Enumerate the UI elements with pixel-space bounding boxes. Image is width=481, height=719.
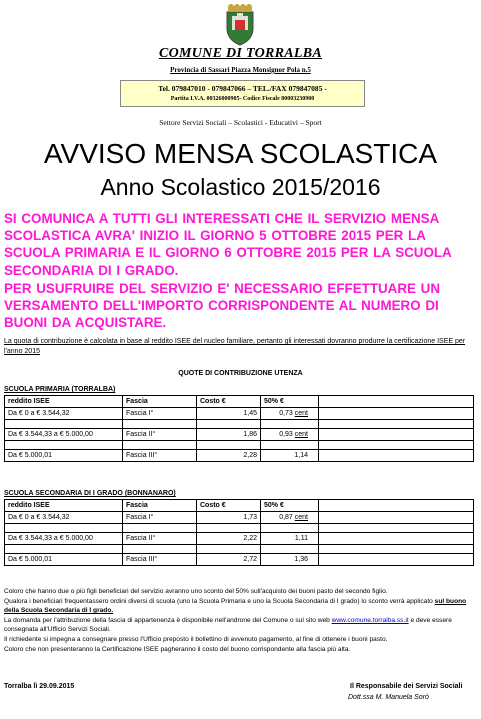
table-cell: 1,86 bbox=[197, 429, 261, 441]
table-cell: Da € 3.544,33 a € 5.000,00 bbox=[5, 429, 123, 441]
table-cell: Fascia II° bbox=[123, 429, 197, 441]
half-cost: 0,73 bbox=[279, 410, 293, 417]
table-cell: 1,14 bbox=[261, 450, 319, 462]
partita-iva-line: Partita I.V.A. 00326000905- Codice Fiscale 80003230900 bbox=[170, 96, 315, 102]
page-subtitle: Anno Scolastico 2015/2016 bbox=[100, 174, 381, 200]
signatory-name: Dott.ssa M. Manuela Sorò bbox=[348, 694, 429, 701]
table-row bbox=[5, 554, 474, 566]
cent-label: cent bbox=[294, 410, 308, 417]
table-row bbox=[5, 429, 474, 441]
table-header-row bbox=[5, 500, 474, 512]
table-cell: 2,22 bbox=[197, 533, 261, 545]
spacer-row bbox=[5, 524, 474, 533]
footnote-line: Coloro che non presenteranno la Certificazione ISEE pagheranno il costo del buono corrispondente alla fascia più alta. bbox=[4, 645, 351, 653]
empty-cell bbox=[319, 512, 474, 524]
table-cell: Da € 3.544,33 a € 5.000,00 bbox=[5, 533, 123, 545]
footnote-text: Qualora i beneficiari frequentassero ordini diversi di scuola (uno la Scuola Primaria e uno la Scuola Secondaria di I grado) lo sconto verrà applicato bbox=[4, 597, 435, 605]
table-cell bbox=[261, 429, 319, 441]
empty-cell bbox=[319, 396, 474, 408]
footnote-text: La domanda per l'attribuzione della fascia di appartenenza è disponibile nell'androne del Comune o sul sito web bbox=[4, 616, 332, 624]
header-cell: reddito ISEE bbox=[5, 500, 123, 512]
responsabile-title: Il Responsabile dei Servizi Sociali bbox=[350, 683, 463, 690]
footnotes bbox=[4, 587, 476, 654]
table-cell: 1,36 bbox=[261, 554, 319, 566]
table-cell: Da € 5.000,01 bbox=[5, 450, 123, 462]
table-cell: Da € 5.000,01 bbox=[5, 554, 123, 566]
empty-cell bbox=[319, 500, 474, 512]
table-cell: Fascia II° bbox=[123, 533, 197, 545]
table-cell: 1,73 bbox=[197, 512, 261, 524]
table-cell: Fascia III° bbox=[123, 450, 197, 462]
table-cell: Fascia I° bbox=[123, 512, 197, 524]
header-cell: Costo € bbox=[197, 500, 261, 512]
table-cell: 1,11 bbox=[261, 533, 319, 545]
empty-cell bbox=[319, 408, 474, 420]
quote-title: QUOTE DI CONTRIBUZIONE UTENZA bbox=[178, 370, 303, 377]
empty-cell bbox=[319, 450, 474, 462]
table-cell: 2,72 bbox=[197, 554, 261, 566]
header-cell: Fascia bbox=[123, 396, 197, 408]
header-cell: Fascia bbox=[123, 500, 197, 512]
spacer-row bbox=[5, 545, 474, 554]
spacer-row bbox=[5, 420, 474, 429]
page-title: AVVISO MENSA SCOLASTICA bbox=[43, 138, 438, 169]
table-cell: Fascia III° bbox=[123, 554, 197, 566]
table-cell: 1,45 bbox=[197, 408, 261, 420]
footnote-line: Il richiedente si impegna a consegnare presso l'Ufficio preposto il bollettino di avvenuto pagamento, al fine di ottenere i buoni pasto. bbox=[4, 635, 388, 643]
empty-cell bbox=[319, 533, 474, 545]
primaria-table bbox=[4, 395, 474, 462]
table-cell: Fascia I° bbox=[123, 408, 197, 420]
cent-label: cent bbox=[294, 431, 308, 438]
footnote-line: Coloro che hanno due o più figli beneficiari del servizio avranno uno sconto del 50% sull'acquisto dei buoni pasto del secondo figlio. bbox=[4, 588, 388, 595]
coat-of-arms-icon bbox=[222, 4, 258, 46]
table-cell: Da € 0 a € 3.544,32 bbox=[5, 512, 123, 524]
comune-name: COMUNE DI TORRALBA bbox=[158, 46, 323, 61]
half-cost: 0,87 bbox=[279, 514, 293, 521]
primaria-heading: SCUOLA PRIMARIA (TORRALBA) bbox=[4, 386, 116, 393]
table-row bbox=[5, 450, 474, 462]
table-row bbox=[5, 533, 474, 545]
table-cell: 2,28 bbox=[197, 450, 261, 462]
half-cost: 0,93 bbox=[279, 431, 293, 438]
settore-line: Settore Servizi Sociali – Scolastici - Educativi – Sport bbox=[159, 118, 322, 127]
table-row bbox=[5, 512, 474, 524]
secondaria-table bbox=[4, 499, 474, 566]
table-cell bbox=[261, 512, 319, 524]
footnote-emphasis: sul buono della Scuola Secondaria di I grado. bbox=[4, 597, 467, 615]
spacer-row bbox=[5, 441, 474, 450]
footnote-text: e deve essere consegnata all'Ufficio Servizi Sociali. bbox=[4, 616, 452, 634]
notice-start-dates: SI COMUNICA A TUTTI GLI INTERESSATI CHE IL SERVIZIO MENSA SCOLASTICA AVRA' INIZIO IL GIORNO 5 OTTOBRE 2015 PER LA SCUOLA PRIMARIA E IL GIORNO 6 OTTOBRE 2015 PER LA SCUOLA SECONDARIA DI I GRADO. bbox=[4, 211, 452, 278]
telephone-line: Tel. 079847010 - 079847066 – TEL./FAX 079847085 - bbox=[158, 84, 327, 93]
table-header-row bbox=[5, 396, 474, 408]
cent-label: cent bbox=[294, 514, 308, 521]
header-cell: Costo € bbox=[197, 396, 261, 408]
website-link[interactable]: www.comune.torralba.ss.it bbox=[331, 616, 409, 624]
notice-payment: PER USUFRUIRE DEL SERVIZIO E' NECESSARIO EFFETTUARE UN VERSAMENTO DELL'IMPORTO CORRISPONDENTE AL NUMERO DI BUONI DA ACQUISTARE. bbox=[4, 281, 441, 331]
table-cell: Da € 0 a € 3.544,32 bbox=[5, 408, 123, 420]
header-cell: 50% € bbox=[261, 500, 319, 512]
quota-text bbox=[4, 337, 476, 357]
header-cell: 50% € bbox=[261, 396, 319, 408]
provincia-address: Provincia di Sassari Piazza Monsignor Pola n.5 bbox=[170, 66, 311, 74]
empty-cell bbox=[319, 429, 474, 441]
table-row bbox=[5, 408, 474, 420]
quota-text-content: La quota di contribuzione è calcolata in base al reddito ISEE del nucleo familiare, pertanto gli interessati dovranno produrre la certificazione ISEE per l'anno 2015 bbox=[4, 338, 466, 355]
empty-cell bbox=[319, 554, 474, 566]
secondaria-heading: SCUOLA SECONDARIA DI I GRADO (BONNANARO) bbox=[4, 490, 176, 497]
document-date: Torralba lì 29.09.2015 bbox=[4, 683, 75, 690]
table-cell bbox=[261, 408, 319, 420]
header-cell: reddito ISEE bbox=[5, 396, 123, 408]
footnote-line bbox=[4, 597, 476, 616]
footnote-line bbox=[4, 616, 476, 635]
